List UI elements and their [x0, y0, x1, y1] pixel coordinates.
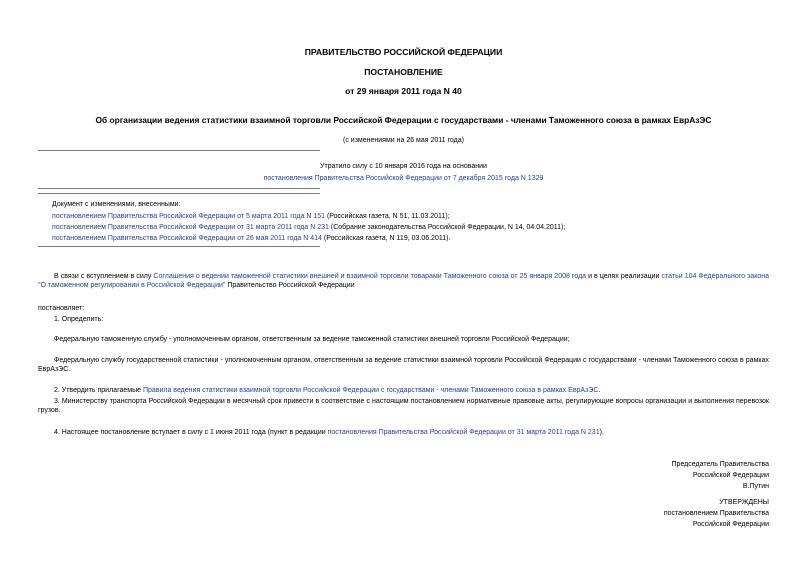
- signature-name: В.Путин: [742, 483, 769, 490]
- item-1b: Федеральную службу государственной статистики - уполномоченным органом, ответственным за ведение статистики взаимной торговли Российской Федерации с государствами - членами Таможенного союза в рамках ЕврАзЭС.: [38, 357, 769, 373]
- agreement-link[interactable]: Соглашения о ведении таможенной статистики внешней и взаимной торговли товарами Таможенного союза от 25 января 2008 года: [153, 273, 587, 280]
- approval-org: Российской Федерации: [692, 521, 769, 528]
- amendment-source: (Собрание законодательства Российской Федерации, N 14, 04.04.2011);: [328, 224, 566, 231]
- approval-by: постановлением Правительства: [663, 510, 769, 517]
- divider: [38, 150, 320, 151]
- customs-law-link[interactable]: статьи 104 Федерального закона "О таможенном регулировании в Российской Федерации": [38, 273, 769, 289]
- amendment-item: [52, 212, 450, 221]
- amendment-source: (Российская газета, N 119, 03.06.2011).: [321, 235, 451, 242]
- divider: [38, 188, 320, 189]
- signature-block: [672, 460, 769, 491]
- signature-position: Председатель Правительства: [671, 461, 769, 468]
- item-2: [38, 386, 769, 395]
- amendment-item: [52, 223, 565, 232]
- government-heading: ПРАВИТЕЛЬСТВО РОССИЙСКОЙ ФЕДЕРАЦИИ: [304, 47, 503, 57]
- item-3: 3. Министерству транспорта Российской Федерации в месячный срок привести в соответствие с настоящим постановлением нормативные правовые акты, регулирующие вопросы организации и выполнения перевозок грузов.: [38, 398, 769, 414]
- doc-type-heading: ПОСТАНОВЛЕНИЕ: [364, 67, 443, 77]
- divider: [38, 246, 320, 247]
- amendment-link[interactable]: постановлением Правительства Российской Федерации от 31 марта 2011 года N 231: [52, 224, 329, 231]
- amendment-link[interactable]: постановлением Правительства Российской Федерации от 5 марта 2011 года N 151: [52, 213, 326, 220]
- item-2-text: .: [598, 387, 601, 394]
- item-2-text: 2. Утвердить прилагаемые: [54, 387, 143, 394]
- preamble-text: и в целях реализации: [586, 273, 662, 280]
- preamble-text: В связи с вступлением в силу: [54, 273, 154, 280]
- signature-org: Российской Федерации: [692, 472, 769, 479]
- amendments-intro: Документ с изменениями, внесенными:: [52, 201, 181, 208]
- amendment-link[interactable]: постановлением Правительства Российской Федерации от 26 мая 2011 года N 414: [52, 235, 322, 242]
- amendment-231-link[interactable]: постановления Правительства Российской Федерации от 31 марта 2011 года N 231: [327, 429, 600, 436]
- item-4-text: ).: [599, 429, 604, 436]
- approval-heading: УТВЕРЖДЕНЫ: [719, 499, 769, 506]
- repeal-link[interactable]: постановления Правительства Российской Федерации от 7 декабря 2015 года N 1329: [263, 175, 544, 182]
- item-1: 1. Определить:: [54, 316, 104, 323]
- resolves-text: постановляет:: [38, 305, 85, 312]
- amendment-item: [52, 234, 450, 243]
- document-title: Об организации ведения статистики взаимной торговли Российской Федерации с государствами - членами Таможенного союза в рамках ЕврАзЭС: [95, 115, 712, 125]
- divider: [38, 193, 320, 194]
- approval-block: [664, 498, 769, 529]
- item-4-text: 4. Настоящее постановление вступает в силу с 1 июня 2011 года (пункт в редакции: [54, 429, 328, 436]
- changes-note: (с изменениями на 26 мая 2011 года): [343, 137, 464, 144]
- preamble-paragraph: [38, 272, 769, 290]
- item-4: [38, 428, 769, 437]
- amendment-source: (Российская газета, N 51, 11.03.2011);: [325, 213, 450, 220]
- doc-date-number: от 29 января 2011 года N 40: [345, 86, 462, 96]
- item-1a: Федеральную таможенную службу - уполномоченным органом, ответственным за ведение таможенной статистики внешней торговли Российской Федерации;: [54, 336, 570, 343]
- status-text: Утратило силу с 10 января 2016 года на основании: [320, 163, 487, 170]
- rules-link[interactable]: Правила ведения статистики взаимной торговли Российской Федерации с государствами - членами Таможенного союза в рамках ЕврАзЭС: [142, 387, 599, 394]
- preamble-text: Правительство Российской Федерации: [225, 282, 355, 289]
